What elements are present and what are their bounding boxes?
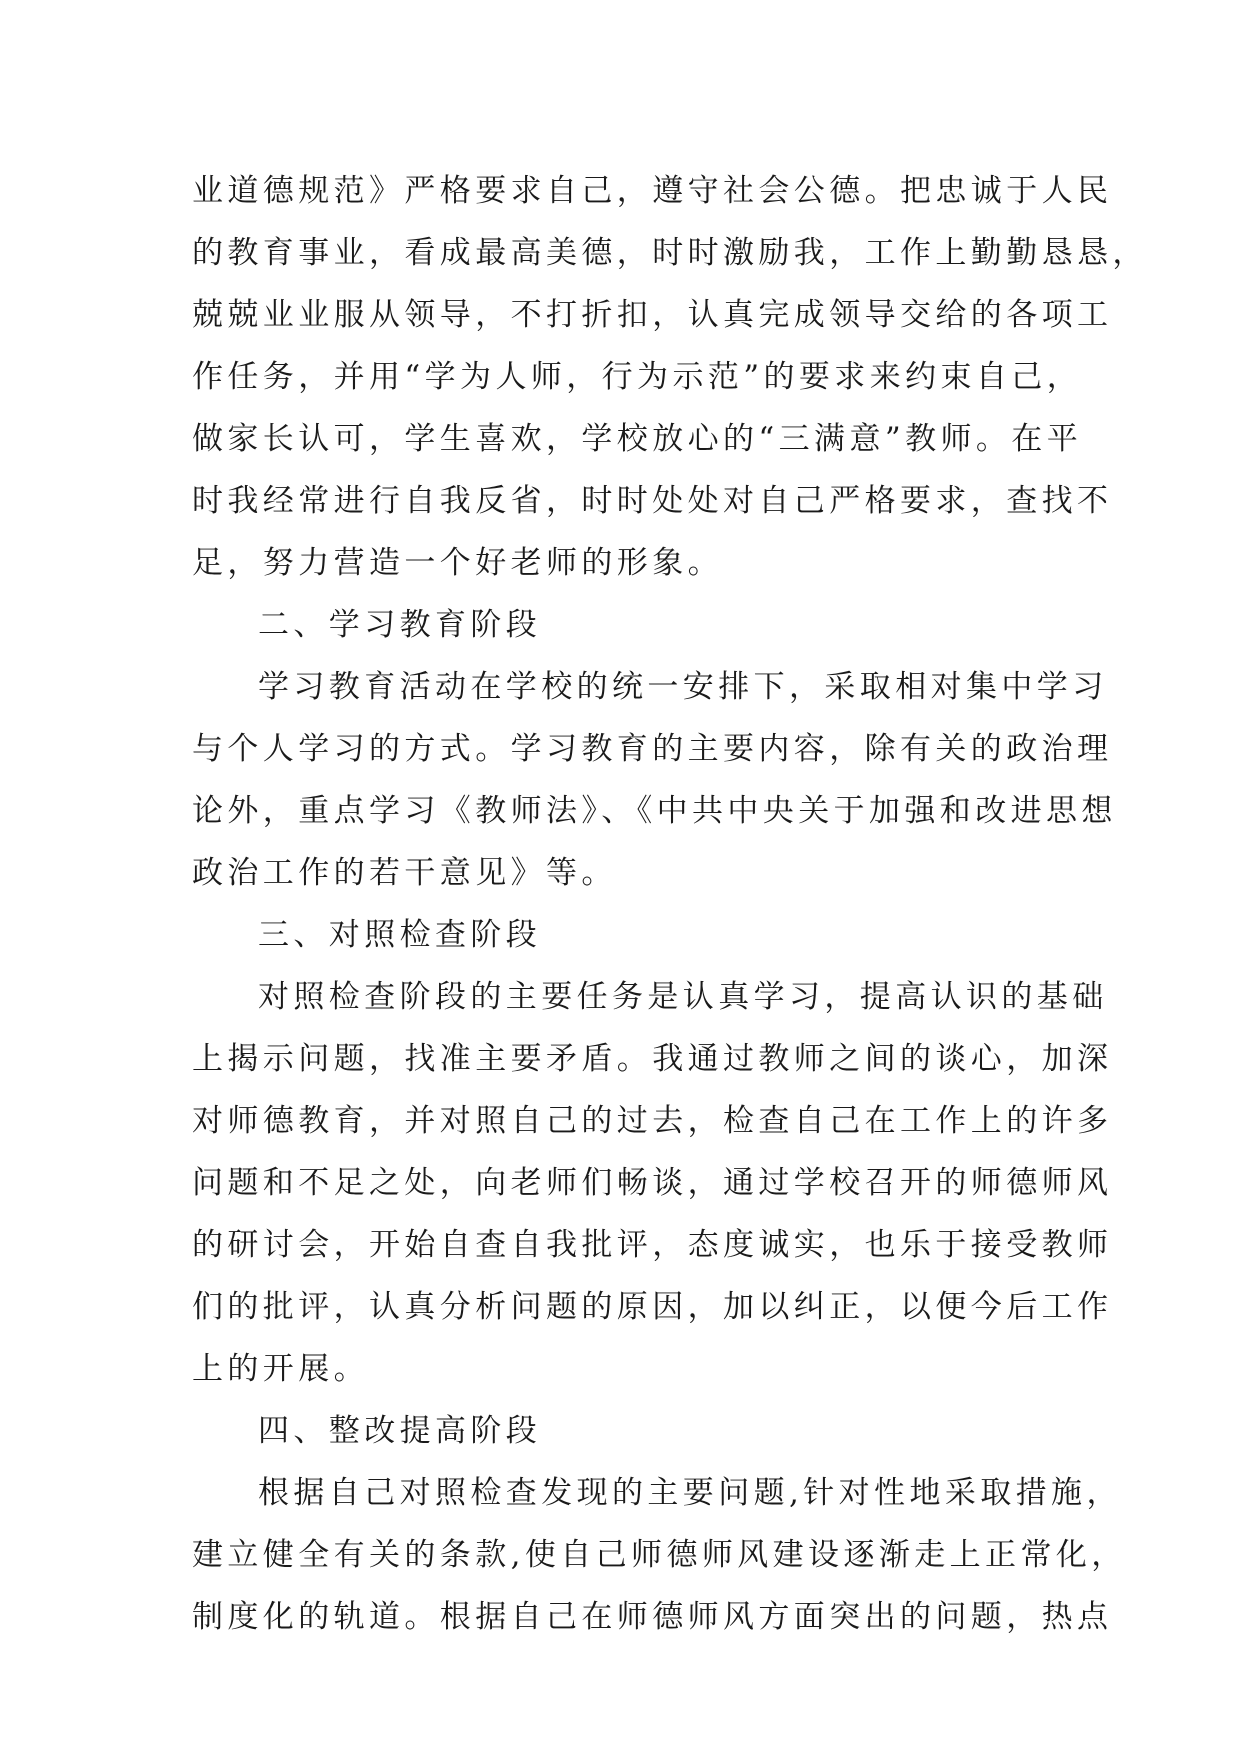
document-body	[192, 160, 1148, 1648]
paragraph-line: 上揭示问题，找准主要矛盾。我通过教师之间的谈心，加深	[192, 1041, 1113, 1077]
paragraph-line: 作任务，并用“学为人师，行为示范”的要求来约束自己，	[192, 359, 1083, 395]
paragraph-line: 对照检查阶段的主要任务是认真学习，提高认识的基础	[258, 979, 1108, 1015]
paragraph-line: 业道德规范》严格要求自己，遵守社会公德。把忠诚于人民	[192, 173, 1113, 209]
paragraph-line: 对师德教育，并对照自己的过去，检查自己在工作上的许多	[192, 1103, 1113, 1139]
paragraph-line: 学习教育活动在学校的统一安排下，采取相对集中学习	[258, 669, 1108, 705]
section-heading: 三、对照检查阶段	[258, 917, 542, 953]
paragraph-line: 兢兢业业服从领导，不打折扣，认真完成领导交给的各项工	[192, 297, 1113, 333]
paragraph-line: 们的批评，认真分析问题的原因，加以纠正，以便今后工作	[192, 1289, 1113, 1325]
section-heading: 四、整改提高阶段	[258, 1413, 542, 1449]
paragraph-line: 时我经常进行自我反省，时时处处对自己严格要求，查找不	[192, 483, 1113, 519]
paragraph-line: 与个人学习的方式。学习教育的主要内容，除有关的政治理	[192, 731, 1113, 767]
paragraph-line: 的研讨会，开始自查自我批评，态度诚实，也乐于接受教师	[192, 1227, 1113, 1263]
paragraph-line: 的教育事业，看成最高美德，时时激励我，工作上勤勤恳恳，	[192, 235, 1148, 271]
paragraph-line: 做家长认可，学生喜欢，学校放心的“三满意”教师。在平	[192, 421, 1083, 457]
paragraph-line: 根据自己对照检查发现的主要问题,针对性地采取措施，	[258, 1475, 1122, 1511]
paragraph-line: 上的开展。	[192, 1351, 369, 1387]
paragraph-line: 制度化的轨道。根据自己在师德师风方面突出的问题，热点	[192, 1599, 1113, 1635]
section-heading: 二、学习教育阶段	[258, 607, 542, 643]
paragraph-line: 政治工作的若干意见》等。	[192, 855, 617, 891]
paragraph-line: 足，努力营造一个好老师的形象。	[192, 545, 723, 581]
paragraph-line: 建立健全有关的条款,使自己师德师风建设逐渐走上正常化，	[192, 1537, 1127, 1573]
paragraph-line: 论外，重点学习《教师法》、《中共中央关于加强和改进思想	[192, 793, 1117, 829]
paragraph-line: 问题和不足之处，向老师们畅谈，通过学校召开的师德师风	[192, 1165, 1113, 1201]
